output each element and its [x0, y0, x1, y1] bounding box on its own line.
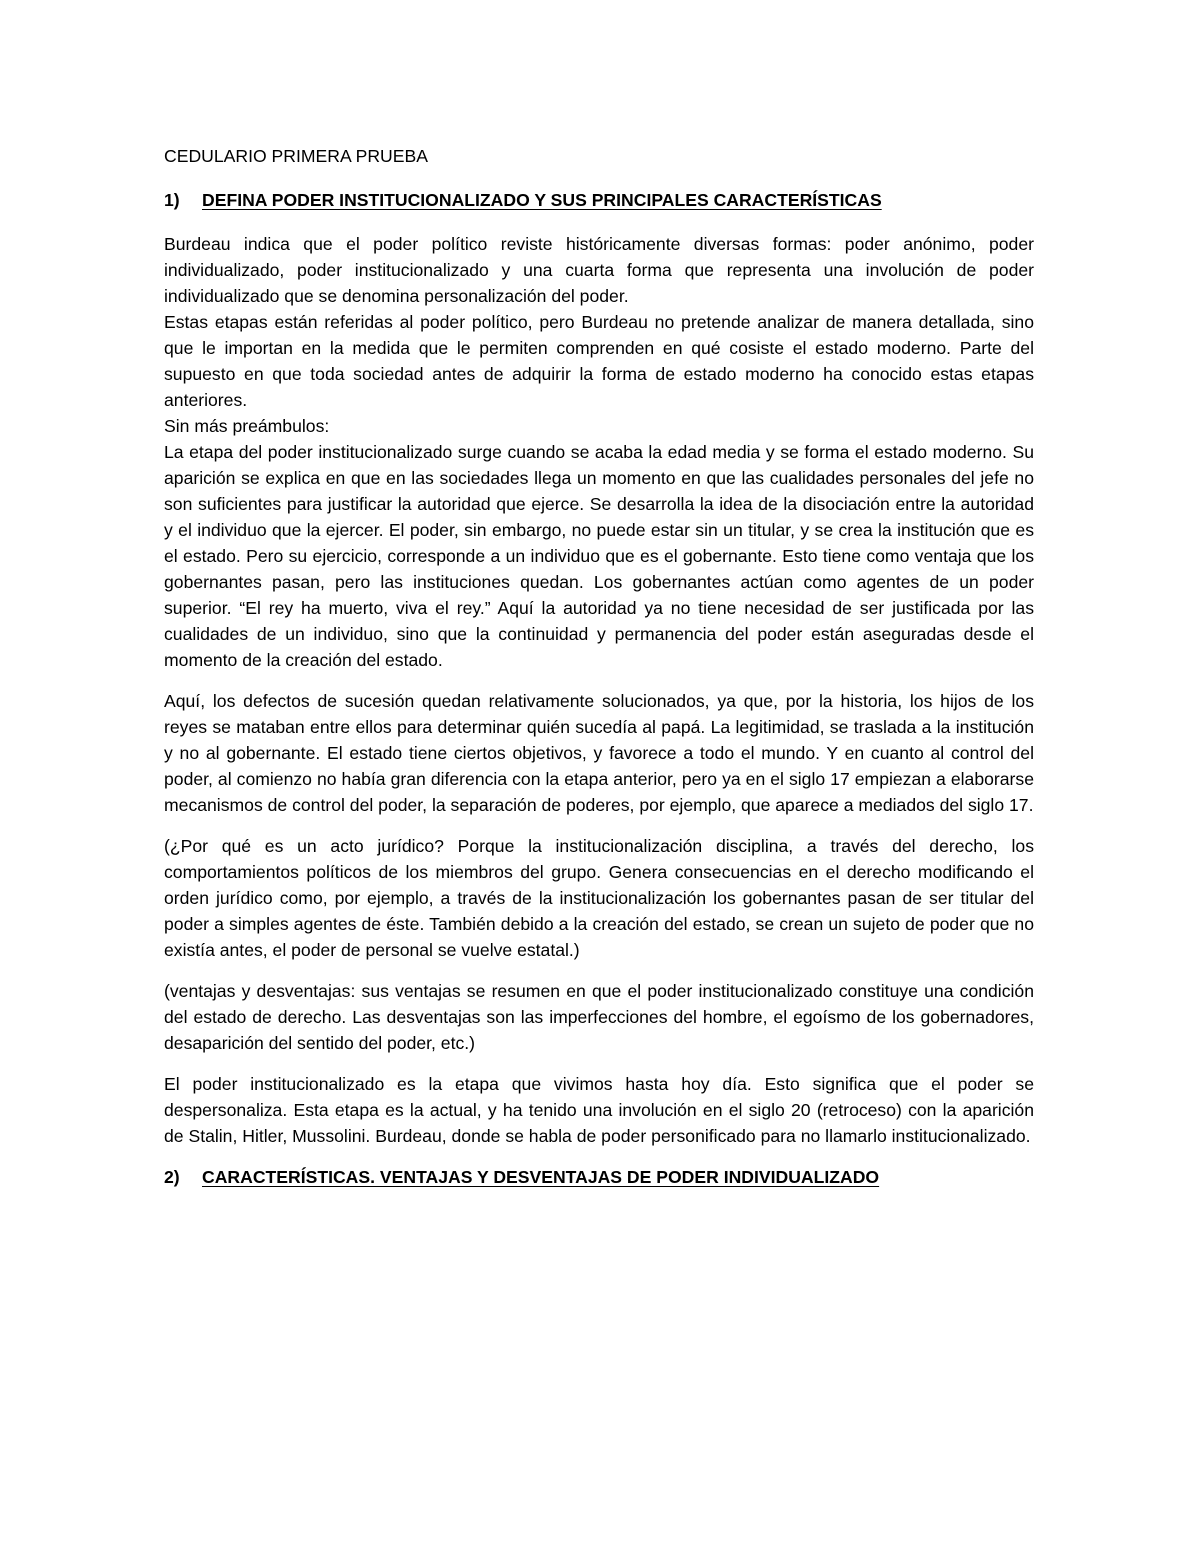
section-1-title: DEFINA PODER INSTITUCIONALIZADO Y SUS PRINCIPALES CARACTERÍSTICAS: [202, 190, 882, 210]
paragraph-1: Burdeau indica que el poder político reviste históricamente diversas formas: poder anónimo, poder individualizado, poder institucionalizado y una cuarta forma que representa una involución de poder individualizado que se denomina personalización del poder.: [164, 234, 1034, 306]
paragraph-6: (¿Por qué es un acto jurídico? Porque la institucionalización disciplina, a través del derecho, los comportamientos políticos de los miembros del grupo. Genera consecuencias en el derecho modificando el orden jurídico como, por ejemplo, a través de la institucionalización los gobernantes pasan de ser titular del poder a simples agentes de éste. También debido a la creación del estado, se crean un sujeto de poder que no existía antes, el poder de personal se vuelve estatal.): [164, 836, 1034, 960]
paragraph-7: (ventajas y desventajas: sus ventajas se resumen en que el poder institucionalizado constituye una condición del estado de derecho. Las desventajas son las imperfecciones del hombre, el egoísmo de los gobernadores, desaparición del sentido del poder, etc.): [164, 981, 1034, 1053]
document-title: CEDULARIO PRIMERA PRUEBA: [164, 146, 428, 166]
section-2-heading: [164, 1164, 1034, 1190]
paragraph-4: La etapa del poder institucionalizado surge cuando se acaba la edad media y se forma el estado moderno. Su aparición se explica en que en las sociedades llega un momento en que las cualidades personales del jefe no son suficientes para justificar la autoridad que ejerce. Se desarrolla la idea de la disociación entre la autoridad y el individuo que la ejercer. El poder, sin embargo, no puede estar sin un titular, y se crea la institución que es el estado. Pero su ejercicio, corresponde a un individuo que es el gobernante. Esto tiene como ventaja que los gobernantes pasan, pero las instituciones quedan. Los gobernantes actúan como agentes de un poder superior. “El rey ha muerto, viva el rey.” Aquí la autoridad ya no tiene necesidad de ser justificada por las cualidades de un individuo, sino que la continuidad y permanencia del poder están aseguradas desde el momento de la creación del estado.: [164, 442, 1034, 670]
section-2-title: CARACTERÍSTICAS. VENTAJAS Y DESVENTAJAS DE PODER INDIVIDUALIZADO: [202, 1167, 880, 1187]
paragraph-5: Aquí, los defectos de sucesión quedan relativamente solucionados, ya que, por la historia, los hijos de los reyes se mataban entre ellos para determinar quién sucedía al papá. La legitimidad, se traslada a la institución y no al gobernante. El estado tiene ciertos objetivos, y favorece a todo el mundo. Y en cuanto al control del poder, al comienzo no había gran diferencia con la etapa anterior, pero ya en el siglo 17 empiezan a elaborarse mecanismos de control del poder, la separación de poderes, por ejemplo, que aparece a mediados del siglo 17.: [164, 691, 1034, 815]
paragraph-8: El poder institucionalizado es la etapa que vivimos hasta hoy día. Esto significa que el poder se despersonaliza. Esta etapa es la actual, y ha tenido una involución en el siglo 20 (retroceso) con la aparición de Stalin, Hitler, Mussolini. Burdeau, donde se habla de poder personificado para no llamarlo institucionalizado.: [164, 1074, 1034, 1146]
section-2-number: 2): [164, 1167, 180, 1187]
section-1-heading: [164, 187, 1034, 213]
document-page: [164, 143, 1034, 1208]
paragraph-3: Sin más preámbulos:: [164, 416, 330, 436]
paragraph-2: Estas etapas están referidas al poder político, pero Burdeau no pretende analizar de manera detallada, sino que le importan en la medida que le permiten comprenden en qué cosiste el estado moderno. Parte del supuesto en que toda sociedad antes de adquirir la forma de estado moderno ha conocido estas etapas anteriores.: [164, 312, 1034, 410]
section-1-number: 1): [164, 190, 180, 210]
